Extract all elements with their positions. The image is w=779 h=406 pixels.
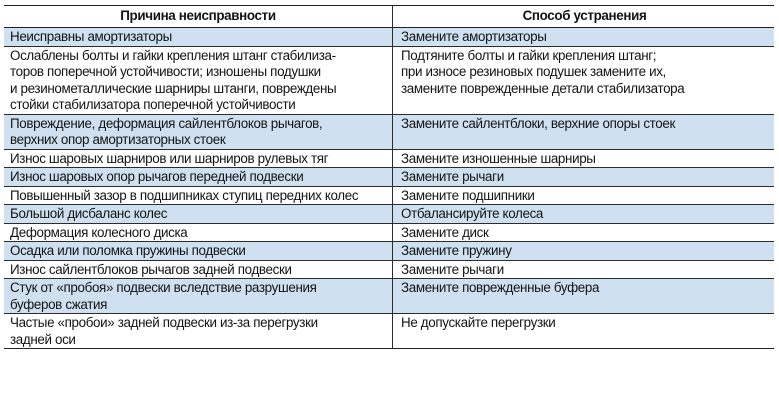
cause-cell [4,115,393,149]
remedy-cell [393,168,774,186]
remedy-cell [393,224,774,242]
cause-cell [4,242,393,260]
table-row [4,115,774,150]
cause-cell [4,168,393,186]
remedy-line: Подтяните болты и гайки крепления штанг; [401,47,657,63]
table-row [4,224,774,243]
cause-line: Большой дисбаланс колес [10,206,168,221]
remedy-cell [393,279,774,313]
cause-line: Износ сайлентблоков рычагов задней подвески [10,261,292,277]
remedy-cell [393,115,774,149]
remedy-line: Замените подшипники [401,187,535,203]
remedy-cell [393,314,774,348]
remedy-line: замените поврежденные детали стабилизатора [401,80,685,96]
remedy-line: Замените рычаги [401,169,504,184]
cause-line: Деформация колесного диска [10,224,188,240]
header-cause: Причина неисправности [4,6,393,27]
cause-line: Осадка или поломка пружины подвески [10,243,246,258]
remedy-line: Замените сайлентблоки, верхние опоры стоек [401,115,675,131]
cause-line: Повышенный зазор в подшипниках ступиц передних колес [10,187,359,203]
cause-cell [4,314,393,348]
table-row [4,205,774,224]
cause-cell [4,224,393,242]
remedy-line: при износе резиновых подушек замените их, [401,64,666,79]
remedy-line: Отбалансируйте колеса [401,206,544,221]
table-row [4,187,774,206]
remedy-cell [393,205,774,223]
troubleshooting-table [4,5,774,349]
cause-cell [4,279,393,313]
cause-line: Износ шаровых опор рычагов передней подвески [10,169,304,184]
remedy-cell [393,187,774,205]
header-remedy: Способ устранения [522,8,647,23]
cause-cell [4,187,393,205]
remedy-line: Замените поврежденные буфера [401,280,600,295]
remedy-line: Не допускайте перегрузки [401,315,556,330]
cause-line: Повреждение, деформация сайлентблоков рычагов, [10,115,323,131]
remedy-cell [393,242,774,260]
cause-line: Износ шаровых шарниров или шарниров рулевых тяг [10,150,329,166]
table-row [4,150,774,169]
remedy-line: Замените рычаги [401,261,504,277]
remedy-line: Замените амортизаторы [401,29,547,44]
table-row [4,168,774,187]
cause-cell [4,47,393,114]
remedy-cell [393,261,774,279]
table-row [4,314,774,348]
remedy-line: Замените диск [401,224,489,240]
cause-line: Стук от «пробоя» подвески вследствие разрушения [10,280,317,295]
table-row [4,28,774,47]
cause-line: стойки стабилизатора поперечной устойчивости [10,97,296,112]
cause-cell [4,261,393,279]
cause-line: верхних опор амортизаторных стоек [10,132,226,147]
remedy-line: Замените пружину [401,243,512,258]
cause-line: Неисправны амортизаторы [10,29,172,44]
table-row [4,47,774,115]
remedy-cell [393,47,774,114]
table-body [4,28,774,348]
table-row [4,279,774,314]
cause-line: Ослаблены болты и гайки крепления штанг стабилиза- [10,47,336,63]
cause-line: буферов сжатия [10,296,108,312]
remedy-cell [393,28,774,46]
cause-cell [4,28,393,46]
table-header-row [4,6,774,28]
remedy-cell [393,150,774,168]
cause-line: Частые «пробои» задней подвески из-за перегрузки [10,315,318,330]
table-row [4,261,774,280]
remedy-line: Замените изношенные шарниры [401,150,596,166]
cause-line: задней оси [10,331,76,347]
cause-line: торов поперечной устойчивости; изношены подушки [10,64,321,79]
cause-cell [4,150,393,168]
cause-cell [4,205,393,223]
table-row [4,242,774,261]
cause-line: и резинометаллические шарниры штанги, повреждены [10,80,337,96]
